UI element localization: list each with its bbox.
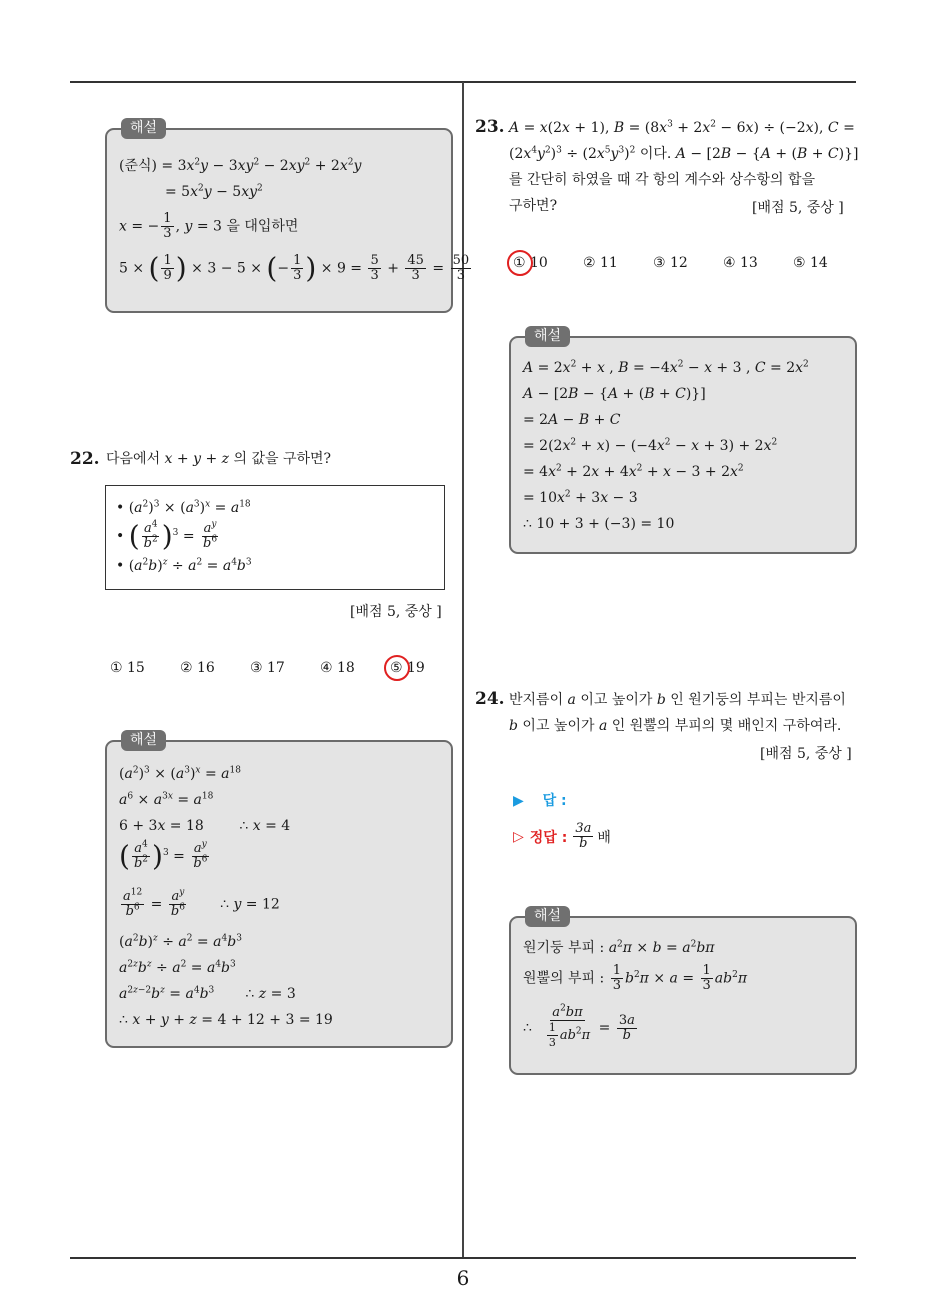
correct-answer-row	[513, 822, 611, 851]
solution-line: $(a^2)^3 \times (a^3)^x = a^{18}$	[119, 765, 241, 782]
solution-line: ∴ x + y + z = 4 + 12 + 3 = 19	[119, 1012, 333, 1028]
solution-tab: 해설	[121, 730, 166, 751]
answer-mark-circle	[507, 250, 533, 276]
question-number: 22.	[70, 449, 100, 469]
choice-3[interactable]: ③ 12	[653, 255, 688, 271]
outline-arrow-icon: ▷	[513, 828, 524, 845]
choice-3[interactable]: ③ 17	[250, 660, 285, 676]
solution-line: $A = 2x^2 + x$ , $B = -4x^2 - x + 3$ , $C = 2x^2$	[523, 359, 809, 376]
solution-line: ∴ $a^2b\pi$ $\frac{1}{3}$ $ab^2\pi$ = $\frac{3a}{b}$	[523, 1003, 635, 1049]
solution-tab: 해설	[525, 906, 570, 927]
choice-2[interactable]: ② 11	[583, 255, 618, 271]
correct-label: 정답 :	[529, 829, 568, 846]
answer-mark-circle	[384, 655, 410, 681]
answer-label: 답 :	[542, 793, 567, 809]
question-meta: [배점 5, 중상 ]	[760, 746, 852, 762]
solution-line: ∴ 10 + 3 + (−3) = 10	[523, 516, 675, 532]
page-number: 6	[456, 1266, 470, 1290]
solution-line: 원기둥 부피 : $a^2\pi \times b = a^2b\pi$	[523, 939, 715, 956]
solution-line: $a^{2z-2}b^z = a^4b^3$ ∴ z = 3	[119, 985, 296, 1002]
solution-box-23	[509, 328, 857, 554]
solution-line: x = − $\frac{1}{3}$ , y = 3 을 대입하면	[119, 211, 299, 241]
solution-line: $a^6 \times a^{3x} = a^{18}$	[119, 791, 214, 808]
condition-item: • ( $\frac{a^4}{b^2}$ )$^3$ = $\frac{a^y}{b^6}$	[116, 519, 218, 553]
solution-line: = $2(2x^2 + x) - (-4x^2 - x + 3) + 2x^2$	[523, 437, 778, 454]
solution-line: $\frac{a^{12}}{b^6}$ = $\frac{a^y}{b^6}$ ∴ y = 12	[123, 887, 280, 919]
question-prompt: 반지름이 a 이고 높이가 b 인 원기둥의 부피는 반지름이	[509, 692, 846, 708]
play-arrow-icon: ▶	[513, 793, 524, 809]
question-number: 24.	[475, 689, 505, 709]
solution-tab: 해설	[121, 118, 166, 139]
solution-line: A − [2B − {A + (B + C)}]	[523, 386, 706, 402]
correct-unit: 배	[597, 829, 611, 846]
solution-tab: 해설	[525, 326, 570, 347]
solution-line: 원뿔의 부피 : $\frac{1}{3}$ $b^2\pi \times a$ = $\frac{1}{3}$ $ab^2\pi$	[523, 963, 748, 993]
solution-box-24	[509, 908, 857, 1075]
choice-4[interactable]: ④ 13	[723, 255, 758, 271]
choice-2[interactable]: ② 16	[180, 660, 215, 676]
solution-line: (준식) = $3x^2y - 3xy^2 - 2xy^2 + 2x^2y$	[119, 157, 362, 174]
choices-23	[513, 255, 863, 271]
question-prompt: 다음에서 x + y + z 의 값을 구하면?	[106, 451, 332, 467]
correct-fraction: $\frac{3a}{b}$	[575, 821, 592, 851]
condition-item: • $(a^2)^3 \times (a^3)^x = a^{18}$	[116, 499, 251, 516]
bottom-rule	[70, 1257, 856, 1259]
question-number: 23.	[475, 117, 505, 137]
question-prompt: 를 간단히 하였을 때 각 항의 계수와 상수항의 합을	[509, 172, 816, 188]
answer-row	[513, 790, 567, 810]
solution-line: = $10x^2 + 3x - 3$	[523, 489, 638, 506]
solution-line: = $4x^2 + 2x + 4x^2 + x - 3 + 2x^2$	[523, 463, 744, 480]
solution-line: = 2A − B + C	[523, 412, 621, 428]
choice-4[interactable]: ④ 18	[320, 660, 355, 676]
question-meta: [배점 5, 중상 ]	[752, 200, 844, 216]
choices-22	[110, 660, 460, 676]
solution-line: $a^{2z}b^z \div a^2 = a^4b^3$	[119, 959, 236, 976]
solution-line: 5 × ( $\frac{1}{9}$ ) × 3 − 5 × (− $\frac{1}{3}$ ) × 9 = $\frac{5}{3}$ + $\frac{45}{3}$ = $\frac{50}{3}$	[119, 251, 470, 285]
choice-1[interactable]: ① 10	[513, 255, 583, 271]
solution-line: 6 + 3x = 18 ∴ x = 4	[119, 818, 291, 834]
condition-item: • $(a^2b)^z \div a^2 = a^4b^3$	[116, 557, 252, 574]
choice-5[interactable]: ⑤ 19	[390, 660, 460, 676]
solution-box-22	[105, 732, 453, 1048]
solution-line: ( $\frac{a^4}{b^2}$ )$^3$ = $\frac{a^y}{b^6}$	[119, 839, 208, 873]
question-meta: [배점 5, 중상 ]	[350, 604, 442, 620]
question-prompt: A = x(2x + 1), $B = (8x^3 + 2x^2 - 6x) \div (-2x)$, C =	[509, 119, 855, 136]
solution-line: $(a^2b)^z \div a^2 = a^4b^3$	[119, 933, 242, 950]
conditions-box	[105, 485, 445, 590]
question-prompt: 구하면?	[509, 198, 558, 214]
choice-1[interactable]: ① 15	[110, 660, 145, 676]
question-prompt: b 이고 높이가 a 인 원뿔의 부피의 몇 배인지 구하여라.	[509, 718, 842, 734]
solution-line: = $5x^2y - 5xy^2$	[165, 183, 263, 200]
solution-box-21	[105, 120, 470, 313]
choice-5[interactable]: ⑤ 14	[793, 255, 828, 271]
question-prompt: $(2x^4y^2)^3 \div (2x^5y^3)^2$ 이다. A − [2B − {A + (B + C)}]	[509, 145, 859, 162]
